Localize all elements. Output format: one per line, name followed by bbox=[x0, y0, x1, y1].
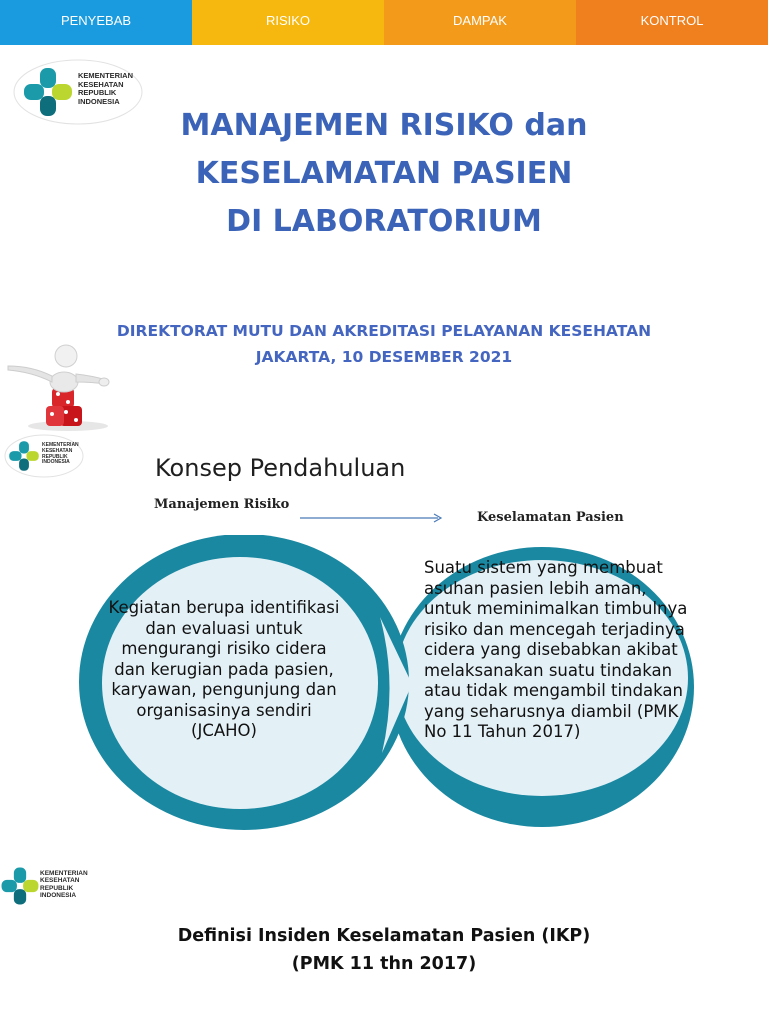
logo-text: KEMENTERIAN KESEHATAN REPUBLIK INDONESIA bbox=[40, 870, 88, 900]
tab-dampak[interactable]: DAMPAK bbox=[384, 0, 576, 45]
figure-on-dice-illustration bbox=[2, 342, 132, 432]
title-line-2: KESELAMATAN PASIEN bbox=[195, 156, 573, 191]
kemenkes-emblem-icon bbox=[8, 440, 40, 472]
subtitle-line-2: JAKARTA, 10 DESEMBER 2021 bbox=[255, 348, 513, 366]
logo-text: KEMENTERIAN KESEHATAN REPUBLIK INDONESIA bbox=[42, 442, 79, 466]
tab-kontrol[interactable]: KONTROL bbox=[576, 0, 768, 45]
manajemen-risiko-label: Manajemen Risiko bbox=[154, 497, 290, 512]
tab-risiko[interactable]: RISIKO bbox=[192, 0, 384, 45]
kemenkes-emblem-icon bbox=[0, 866, 40, 906]
keselamatan-pasien-definition: Suatu sistem yang membuat asuhan pasien lebih aman, untuk meminimalkan timbulnya risiko dan mencegah terjadinya cidera yang disebabkan akibat melaksanakan suatu tindakan atau tidak mengambil tindakan yang seharusnya diambil (PMK No 11 Tahun 2017) bbox=[424, 558, 688, 741]
top-nav-bar bbox=[0, 0, 768, 45]
kemenkes-logo-secondary bbox=[4, 434, 84, 478]
right-arrow-icon bbox=[300, 512, 445, 524]
footer-line-2: (PMK 11 thn 2017) bbox=[291, 954, 477, 974]
section-heading: Konsep Pendahuluan bbox=[155, 454, 406, 482]
title-line-1: MANAJEMEN RISIKO dan bbox=[180, 108, 588, 143]
page-title bbox=[0, 102, 768, 246]
title-line-3: DI LABORATORIUM bbox=[226, 204, 542, 239]
manajemen-risiko-definition: Kegiatan berupa identifikasi dan evaluasi untuk mengurangi risiko cidera dan kerugian pada pasien, karyawan, pengunjung dan organisasinya sendiri (JCAHO) bbox=[108, 598, 340, 740]
kemenkes-logo-footer bbox=[0, 862, 100, 910]
logo-text: KEMENTERIAN KESEHATAN REPUBLIK INDONESIA bbox=[78, 71, 134, 106]
footer-definition bbox=[0, 922, 768, 978]
footer-line-1: Definisi Insiden Keselamatan Pasien (IKP) bbox=[177, 926, 591, 946]
keselamatan-pasien-label: Keselamatan Pasien bbox=[477, 510, 624, 525]
tab-penyebab[interactable]: PENYEBAB bbox=[0, 0, 192, 45]
subtitle-line-1: DIREKTORAT MUTU DAN AKREDITASI PELAYANAN KESEHATAN bbox=[116, 322, 652, 340]
